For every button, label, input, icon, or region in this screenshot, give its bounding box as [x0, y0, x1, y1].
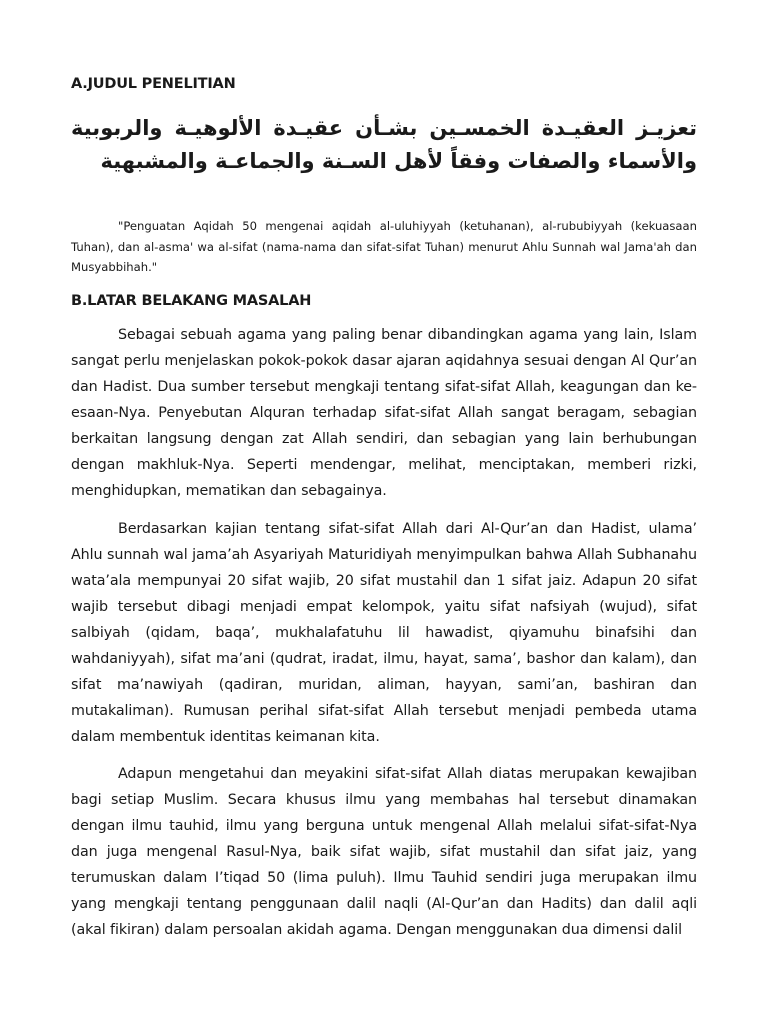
paragraph-3: Adapun mengetahui dan meyakini sifat-sifat Allah diatas merupakan kewajiban bagi setiap Muslim. Secara khusus ilmu yang membahas hal tersebut dinamakan dengan ilmu tauhid, ilmu yang berguna untuk mengenal Allah melalui sifat-sifat-Nya dan juga mengenal Rasul-Nya, baik sifat wajib, sifat mustahil dan sifat jaiz, yang terumuskan dalam I’tiqad 50 (lima puluh). Ilmu Tauhid sendiri juga merupakan ilmu yang mengkaji tentang penggunaan dalil naqli (Al-Qur’an dan Hadits) dan dalil aqli (akal fikiran) dalam persoalan akidah agama. Dengan menggunakan dua dimensi dalil [71, 766, 697, 938]
title-translation: "Penguatan Aqidah 50 mengenai aqidah al-uluhiyyah (ketuhanan), al-rububiyyah (kekuasaan Tuhan), dan al-asma' wa al-sifat (nama-nama dan sifat-sifat Tuhan) menurut Ahlu Sunnah wal Jama'ah dan Musyabbihah." [71, 219, 697, 274]
paragraph-2: Berdasarkan kajian tentang sifat-sifat Allah dari Al-Qur’an dan Hadist, ulama’ Ahlu sunnah wal jama’ah Asyariyah Maturidiyah menyimpulkan bahwa Allah Subhanahu wata’ala mempunyai 20 sifat wajib, 20 sifat mustahil dan 1 sifat jaiz. Adapun 20 sifat wajib tersebut dibagi menjadi empat kelompok, yaitu sifat nafsiyah (wujud), sifat salbiyah (qidam, baqa’, mukhalafatuhu lil hawadist, qiyamuhu binafsihi dan wahdaniyyah), sifat ma’ani (qudrat, iradat, ilmu, hayat, sama’, bashor dan kalam), dan sifat ma’nawiyah (qadiran, muridan, aliman, hayyan, sami’an, bashiran dan mutakaliman). Rumusan perihal sifat-sifat Allah tersebut menjadi pembeda utama dalam membentuk identitas keimanan kita. [71, 521, 697, 745]
arabic-title: تعزيـز العقيـدة الخمسـين بشـأن عقيـدة الألوهيـة والربوبية والأسماء والصفات وفقاً لأهل السـنة والجماعـة والمشبهية [71, 116, 697, 173]
section-b-heading: B.LATAR BELAKANG MASALAH [71, 293, 312, 309]
paragraph-1: Sebagai sebuah agama yang paling benar dibandingkan agama yang lain, Islam sangat perlu menjelaskan pokok-pokok dasar ajaran aqidahnya sesuai dengan Al Qur’an dan Hadist. Dua sumber tersebut mengkaji tentang sifat-sifat Allah, keagungan dan ke-esaan-Nya. Penyebutan Alquran terhadap sifat-sifat Allah sangat beragam, sebagian berkaitan langsung dengan zat Allah sendiri, dan sebagian yang lain berhubungan dengan makhluk-Nya. Seperti mendengar, melihat, menciptakan, memberi rizki, menghidupkan, mematikan dan sebagainya. [71, 327, 697, 499]
section-a-heading: A.JUDUL PENELITIAN [71, 76, 236, 92]
